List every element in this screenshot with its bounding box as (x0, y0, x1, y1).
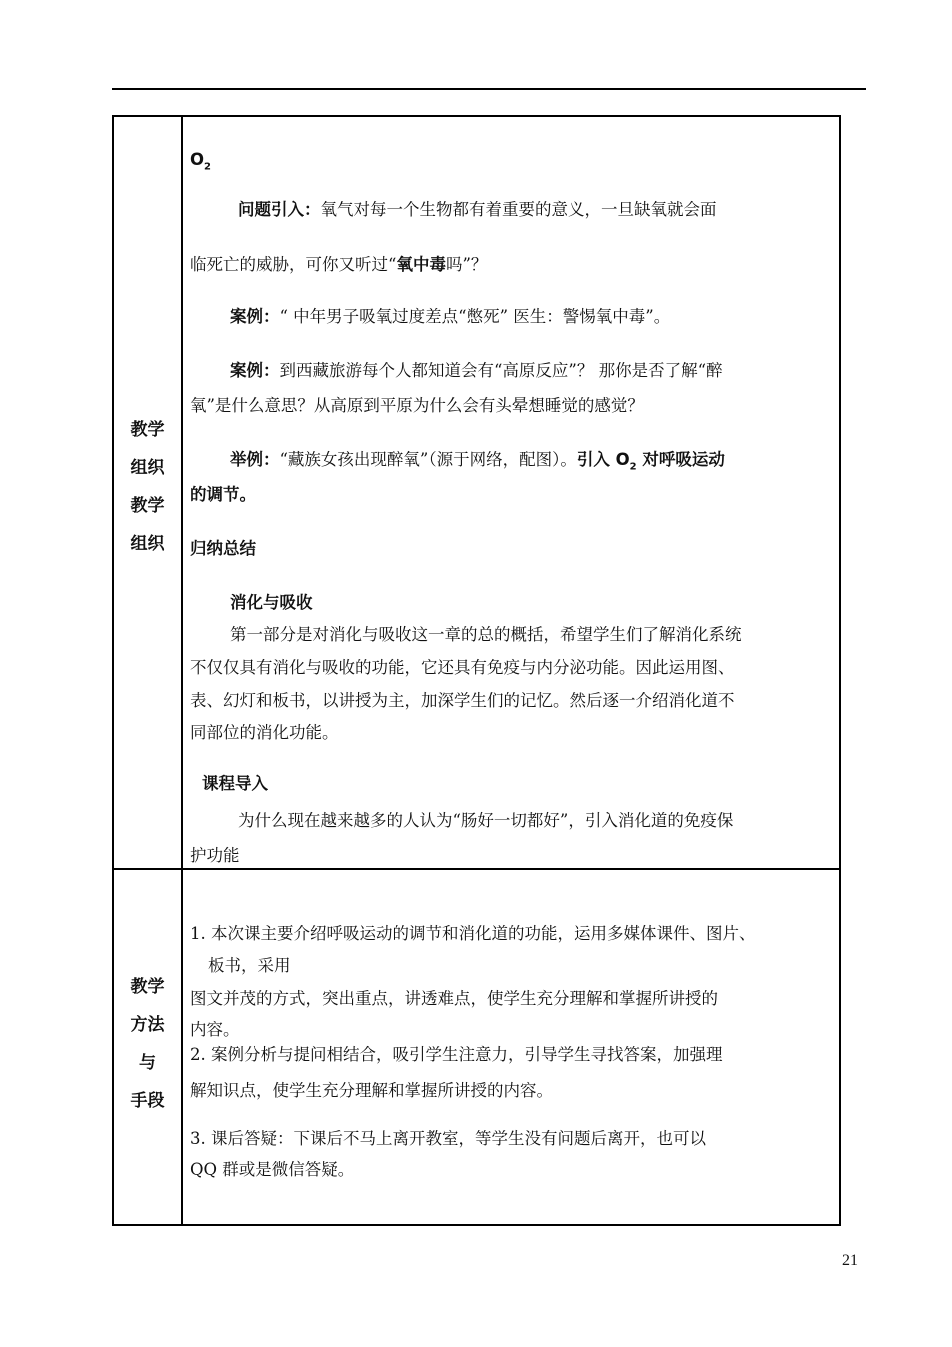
section2-label-line: 教学 (130, 977, 165, 997)
method-line: 3. 课后答疑：下课后不马上离开教室，等学生没有问题后离开，也可以 (190, 1129, 706, 1148)
case1-line: 案例：“ 中年男子吸氧过度差点“憋死” 医生：警惕氧中毒”。 (230, 307, 671, 326)
method-line: 1. 本次课主要介绍呼吸运动的调节和消化道的功能，运用多媒体课件、图片、 (190, 924, 756, 943)
digest-heading: 消化与吸收 (230, 593, 313, 612)
case2-label: 案例： (230, 361, 280, 380)
course-line: 护功能 (190, 846, 240, 865)
digest-line: 表、幻灯和板书，以讲授为主，加深学生们的记忆。然后逐一介绍消化道不 (190, 691, 735, 710)
question-intro-label: 问题引入： (238, 200, 321, 219)
question-intro-line1: 问题引入：氧气对每一个生物都有着重要的意义，一旦缺氧就会面 (238, 200, 717, 219)
section1-label (114, 411, 181, 563)
row-divider (114, 868, 839, 870)
digest-line: 同部位的消化功能。 (190, 723, 339, 742)
method-line: 2. 案例分析与提问相结合，吸引学生注意力，引导学生寻找答案，加强理 (190, 1045, 723, 1064)
summary-heading: 归纳总结 (190, 539, 256, 558)
section2-label (114, 968, 181, 1120)
o2-heading: $O_2$ (190, 150, 211, 173)
method-line: QQ 群或是微信答疑。 (190, 1160, 355, 1179)
section2-label-line: 方法 (130, 1015, 165, 1035)
method-line: 解知识点，使学生充分理解和掌握所讲授的内容。 (190, 1081, 553, 1100)
section1-label-line: 教学 (130, 496, 165, 516)
lesson-table (112, 115, 841, 1226)
example-label: 举例： (230, 450, 280, 469)
section1-label-line: 教学 (130, 420, 165, 440)
digest-line: 不仅仅具有消化与吸收的功能，它还具有免疫与内分泌功能。因此运用图、 (190, 658, 735, 677)
example-line1: 举例：“藏族女孩出现醉氧”（源于网络，配图）。引入 $O_2$ 对呼吸运动 (230, 450, 725, 473)
digest-line: 第一部分是对消化与吸收这一章的总的概括，希望学生们了解消化系统 (230, 625, 742, 644)
page-number: 21 (842, 1252, 858, 1269)
section2-label-line: 手段 (130, 1091, 165, 1111)
example-line2: 的调节。 (190, 485, 256, 504)
case1-label: 案例： (230, 307, 280, 326)
course-heading: 课程导入 (202, 774, 268, 793)
case2-line1: 案例：到西藏旅游每个人都知道会有“高原反应”？ 那你是否了解“醉 (230, 361, 723, 380)
case2-line2: 氧”是什么意思？从高原到平原为什么会有头晕想睡觉的感觉？ (190, 396, 644, 415)
course-line: 为什么现在越来越多的人认为“肠好一切都好”，引入消化道的免疫保 (238, 811, 734, 830)
section1-label-line: 组织 (130, 534, 165, 554)
section1-label-line: 组织 (130, 458, 165, 478)
header-rule (112, 88, 866, 90)
section2-label-line: 与 (139, 1053, 156, 1073)
method-line: 图文并茂的方式，突出重点，讲透难点，使学生充分理解和掌握所讲授的 (190, 989, 718, 1008)
column-divider (181, 117, 183, 1224)
question-intro-line2: 临死亡的威胁，可你又听过“氧中毒吗”？ (190, 255, 488, 274)
method-line: 内容。 (190, 1020, 240, 1039)
method-line: 板书，采用 (208, 956, 291, 975)
